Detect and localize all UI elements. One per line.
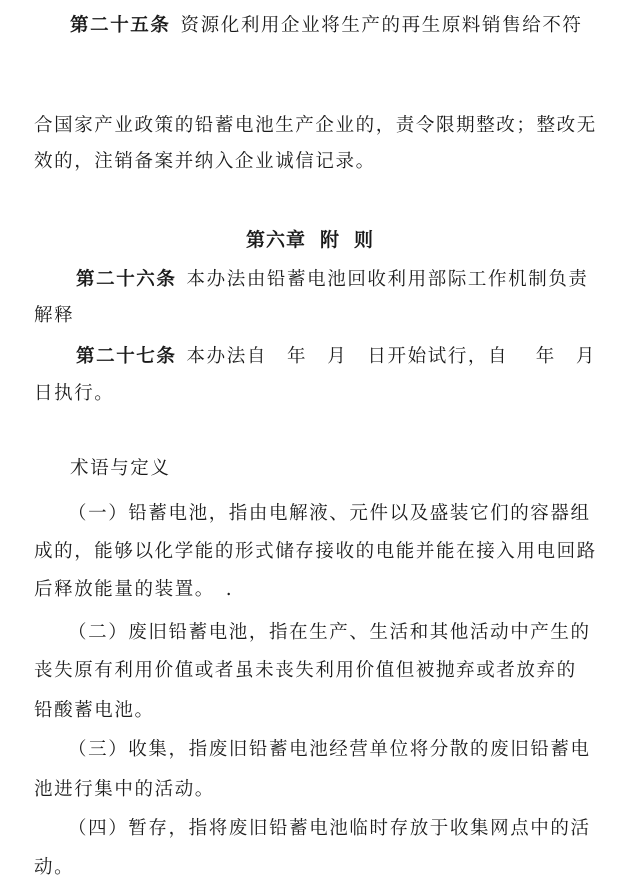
article-25-line-2: 合国家产业政策的铅蓄电池生产企业的，责令限期整改；整改无: [34, 115, 597, 136]
article-25-line-1: [70, 14, 583, 38]
article-26-line-1: [76, 268, 589, 292]
term-1-line-2: 成的，能够以化学能的形式储存接收的电能并能在接入用电回路: [34, 541, 597, 562]
term-2-line-3: 铅酸蓄电池。: [34, 700, 155, 721]
article-27-number: 第二十七条: [76, 346, 177, 367]
article-26-number: 第二十六条: [76, 269, 177, 290]
term-4-line-2: 动。: [34, 857, 75, 878]
chapter-number: 第六章: [245, 229, 306, 251]
article-25-text-1: 资源化利用企业将生产的再生原料销售给不符: [180, 15, 583, 36]
term-2-line-2: 丧失原有利用价值或者虽未丧失利用价值但被抛弃或者放弃的: [34, 660, 577, 681]
term-3-line-2: 池进行集中的活动。: [34, 779, 215, 800]
chapter-title-part-1: 附: [319, 229, 340, 251]
term-1-line-3: 后释放能量的装置。 .: [34, 579, 234, 600]
article-27-text-1: 本办法自 年 月 日开始试行，自 年 月: [186, 346, 596, 367]
article-25-line-3: 效的，注销备案并纳入企业诚信记录。: [34, 151, 376, 172]
article-25-number: 第二十五条: [70, 15, 171, 36]
article-26-line-2: 解释: [34, 305, 75, 326]
terms-heading: 术语与定义: [70, 458, 171, 479]
chapter-title-part-2: 则: [354, 229, 375, 251]
article-27-line-1: [76, 345, 596, 369]
article-27-line-2: 日执行。: [34, 383, 115, 404]
term-4-line-1: （四）暂存，指将废旧铅蓄电池临时存放于收集网点中的活: [68, 818, 591, 839]
term-1-line-1: （一）铅蓄电池，指由电解液、元件以及盛装它们的容器组: [68, 503, 591, 524]
chapter-heading: [0, 228, 620, 252]
term-3-line-1: （三）收集，指废旧铅蓄电池经营单位将分散的废旧铅蓄电: [68, 739, 591, 760]
term-2-line-1: （二）废旧铅蓄电池，指在生产、生活和其他活动中产生的: [68, 622, 591, 643]
article-26-text-1: 本办法由铅蓄电池回收利用部际工作机制负责: [186, 269, 589, 290]
